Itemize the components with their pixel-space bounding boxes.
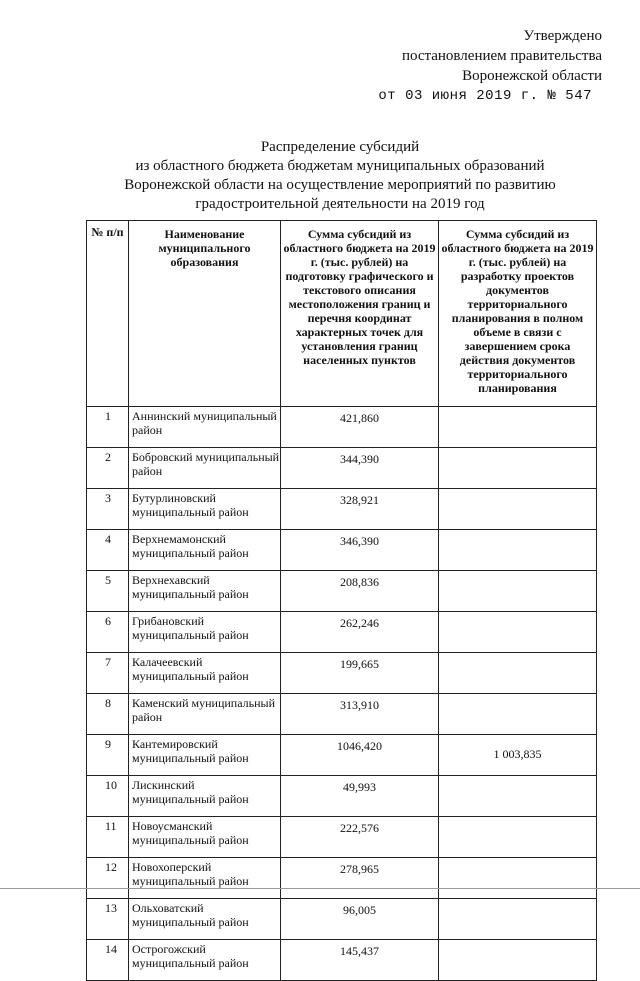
table-row (87, 694, 597, 735)
row-municipality-name: Лискинский муниципальный район (129, 776, 281, 817)
row-sum-boundaries: 346,390 (281, 530, 439, 571)
title-line-2: из областного бюджета бюджетам муниципальных образований (135, 158, 545, 174)
header-sum-planning: Сумма субсидий из областного бюджета на 2019 г. (тыс. рублей) на разработку проектов документов территориального планирования в полном объеме в связи с завершением срока действия документов территориального планирования (439, 221, 597, 407)
row-sum-planning (439, 940, 597, 981)
row-sum-boundaries: 262,246 (281, 612, 439, 653)
row-sum-boundaries: 222,576 (281, 817, 439, 858)
row-sum-boundaries: 199,665 (281, 653, 439, 694)
table-row (87, 817, 597, 858)
row-sum-planning (439, 448, 597, 489)
row-number: 7 (87, 653, 129, 694)
row-municipality-name: Верхнемамонский муниципальный район (129, 530, 281, 571)
row-sum-boundaries: 328,921 (281, 489, 439, 530)
row-number: 5 (87, 571, 129, 612)
row-sum-planning (439, 489, 597, 530)
table-row (87, 571, 597, 612)
row-number: 3 (87, 489, 129, 530)
row-sum-boundaries: 1046,420 (281, 735, 439, 776)
row-municipality-name: Бобровский муниципальный район (129, 448, 281, 489)
table-row (87, 489, 597, 530)
row-municipality-name: Острогожский муниципальный район (129, 940, 281, 981)
row-sum-planning (439, 407, 597, 448)
approval-block (378, 26, 602, 106)
row-municipality-name: Новоусманский муниципальный район (129, 817, 281, 858)
table-body (87, 407, 597, 981)
row-municipality-name: Аннинский муниципальный район (129, 407, 281, 448)
title-line-1: Распределение субсидий (260, 139, 420, 155)
row-number: 13 (87, 899, 129, 940)
table-row (87, 530, 597, 571)
table-header-row (87, 221, 597, 407)
document-title (60, 138, 620, 214)
row-number: 14 (87, 940, 129, 981)
approval-authority: постановлением правительства (401, 48, 602, 64)
row-sum-planning (439, 776, 597, 817)
row-sum-boundaries: 421,860 (281, 407, 439, 448)
row-municipality-name: Верхнехавский муниципальный район (129, 571, 281, 612)
row-number: 8 (87, 694, 129, 735)
row-sum-planning (439, 653, 597, 694)
table-row (87, 407, 597, 448)
row-sum-planning (439, 612, 597, 653)
row-sum-boundaries: 208,836 (281, 571, 439, 612)
row-municipality-name: Каменский муниципальный район (129, 694, 281, 735)
approval-label: Утверждено (523, 28, 602, 44)
row-municipality-name: Грибановский муниципальный район (129, 612, 281, 653)
table-row (87, 735, 597, 776)
row-number: 4 (87, 530, 129, 571)
table-row (87, 776, 597, 817)
row-sum-planning (439, 899, 597, 940)
row-number: 9 (87, 735, 129, 776)
row-sum-boundaries: 96,005 (281, 899, 439, 940)
approval-region: Воронежской области (462, 68, 602, 84)
row-sum-planning (439, 858, 597, 899)
row-number: 12 (87, 858, 129, 899)
row-sum-boundaries: 49,993 (281, 776, 439, 817)
row-sum-planning (439, 530, 597, 571)
row-municipality-name: Кантемировский муниципальный район (129, 735, 281, 776)
row-sum-planning (439, 571, 597, 612)
row-sum-planning (439, 817, 597, 858)
table-row (87, 448, 597, 489)
page-bottom-edge (0, 888, 640, 889)
row-number: 1 (87, 407, 129, 448)
title-line-4: градостроительной деятельности на 2019 год (195, 196, 485, 212)
row-municipality-name: Ольховатский муниципальный район (129, 899, 281, 940)
row-sum-boundaries: 313,910 (281, 694, 439, 735)
row-municipality-name: Бутурлиновский муниципальный район (129, 489, 281, 530)
row-sum-boundaries: 344,390 (281, 448, 439, 489)
decree-date-number: от 03 июня 2019 г. № 547 (378, 88, 592, 104)
row-sum-planning: 1 003,835 (439, 735, 597, 776)
header-name: Наименование муниципального образования (129, 221, 281, 407)
row-number: 11 (87, 817, 129, 858)
table-row (87, 858, 597, 899)
row-municipality-name: Новохоперский муниципальный район (129, 858, 281, 899)
row-number: 6 (87, 612, 129, 653)
table-row (87, 940, 597, 981)
row-number: 10 (87, 776, 129, 817)
row-municipality-name: Калачеевский муниципальный район (129, 653, 281, 694)
row-number: 2 (87, 448, 129, 489)
row-sum-boundaries: 145,437 (281, 940, 439, 981)
row-sum-boundaries: 278,965 (281, 858, 439, 899)
row-sum-planning (439, 694, 597, 735)
table-row (87, 612, 597, 653)
subsidy-table-wrapper (86, 220, 597, 981)
subsidy-table (86, 220, 597, 981)
header-sum-boundaries: Сумма субсидий из областного бюджета на 2019 г. (тыс. рублей) на подготовку графического и текстового описания местоположения границ и перечня координат характерных точек для установления границ населенных пунктов (281, 221, 439, 407)
header-num: № п/п (87, 221, 129, 407)
table-row (87, 899, 597, 940)
table-row (87, 653, 597, 694)
title-line-3: Воронежской области на осуществление мероприятий по развитию (124, 177, 556, 193)
